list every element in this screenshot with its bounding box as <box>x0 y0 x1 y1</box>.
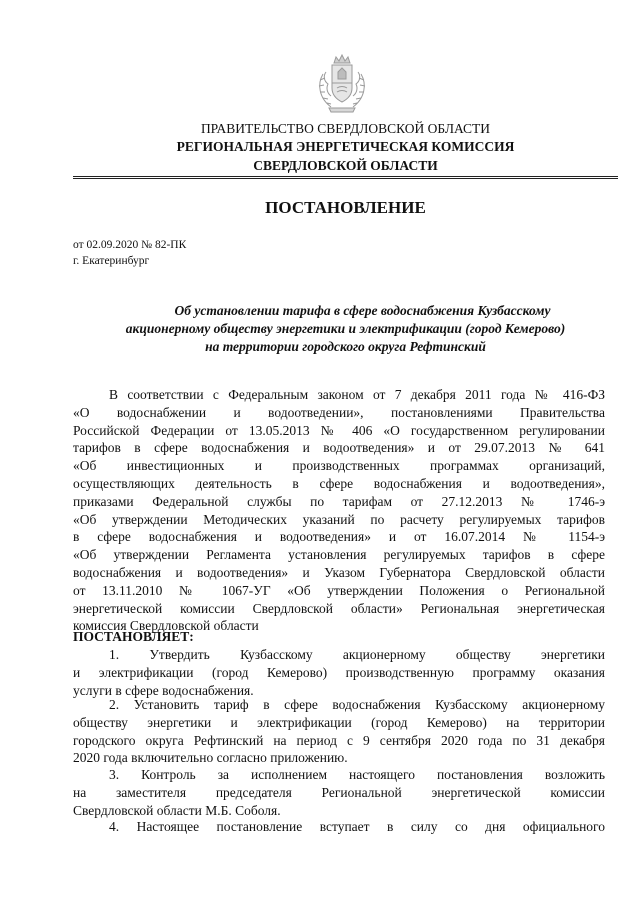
commission-region: СВЕРДЛОВСКОЙ ОБЛАСТИ <box>253 158 438 173</box>
item-line: городского округа Рефтинский на период с 9 сентября 2020 года по 31 декабря <box>73 732 605 748</box>
coat-of-arms-icon <box>313 52 371 114</box>
item-line: Свердловской области М.Б. Соболя. <box>73 802 281 818</box>
preamble-line: комиссия Свердловской области <box>73 618 259 634</box>
item-line: услуги в сфере водоснабжения. <box>73 682 254 698</box>
item-line: 4. Настоящее постановление вступает в силу со дня официального <box>109 819 605 834</box>
header-rule-bottom <box>73 178 618 179</box>
document-city: г. Екатеринбург <box>73 255 150 267</box>
preamble-line: тарифов в сфере водоснабжения и водоотведения» и от 29.07.2013 № 641 <box>73 440 605 456</box>
resolution-item-1 <box>73 646 605 699</box>
preamble-line: «О водоснабжении и водоотведении», постановлениями Правительства <box>73 404 605 420</box>
item-line: 1. Утвердить Кузбасскому акционерному обществу энергетики <box>109 647 605 662</box>
preamble-paragraph <box>73 386 605 635</box>
document-date-number: от 02.09.2020 № 82-ПК <box>73 239 187 251</box>
preamble-line: осуществляющих деятельность в сфере водоснабжения и водоотведения», <box>73 475 605 491</box>
item-line: обществу энергетики и электрификации (город Кемерово) на территории <box>73 714 605 730</box>
document-type-title: ПОСТАНОВЛЕНИЕ <box>265 198 426 217</box>
resolution-item-3 <box>73 766 605 819</box>
preamble-line: приказами Федеральной службы по тарифам от 27.12.2013 № 1746-э <box>73 493 605 509</box>
government-name: ПРАВИТЕЛЬСТВО СВЕРДЛОВСКОЙ ОБЛАСТИ <box>200 121 491 136</box>
preamble-line: от 13.11.2010 № 1067-УГ «Об утверждении Положения о Региональной <box>73 582 605 598</box>
subject-line-1: Об установлении тарифа в сфере водоснабжения Кузбасскому <box>174 303 551 318</box>
preamble-line: «Об утверждении Методических указаний по расчету регулируемых тарифов <box>73 511 605 527</box>
resolves-heading: ПОСТАНОВЛЯЕТ: <box>73 629 194 644</box>
item-line: 2020 года включительно согласно приложению. <box>73 750 348 766</box>
preamble-line: «Об инвестиционных и производственных программах организаций, <box>73 458 605 474</box>
preamble-line: водоснабжения и водоотведения» и Указом Губернатора Свердловской области <box>73 564 605 580</box>
preamble-line: в сфере водоснабжения и водоотведения» и от 16.07.2014 № 1154-э <box>73 529 605 545</box>
item-line: на заместителя председателя Региональной энергетической комиссии <box>73 784 605 800</box>
resolution-item-2 <box>73 696 605 767</box>
subject-line-3: на территории городского округа Рефтинский <box>205 339 486 354</box>
preamble-line: Российской Федерации от 13.05.2013 № 406 «О государственном регулировании <box>73 422 605 438</box>
preamble-line: «Об утверждении Регламента установления регулируемых тарифов в сфере <box>73 547 605 563</box>
preamble-line: энергетической комиссии Свердловской области» Региональная энергетическая <box>73 600 605 616</box>
item-line: 2. Установить тариф в сфере водоснабжения Кузбасскому акционерному <box>109 697 605 712</box>
item-line: и электрификации (город Кемерово) производственную программу оказания <box>73 664 605 680</box>
item-line: 3. Контроль за исполнением настоящего постановления возложить <box>109 767 605 782</box>
commission-name: РЕГИОНАЛЬНАЯ ЭНЕРГЕТИЧЕСКАЯ КОМИССИЯ <box>176 139 515 154</box>
subject-line-2: акционерному обществу энергетики и электрификации (город Кемерово) <box>125 321 566 336</box>
preamble-line: В соответствии с Федеральным законом от 7 декабря 2011 года № 416-ФЗ <box>109 387 605 402</box>
header-rule-top <box>73 176 618 177</box>
resolution-item-4 <box>73 818 605 836</box>
